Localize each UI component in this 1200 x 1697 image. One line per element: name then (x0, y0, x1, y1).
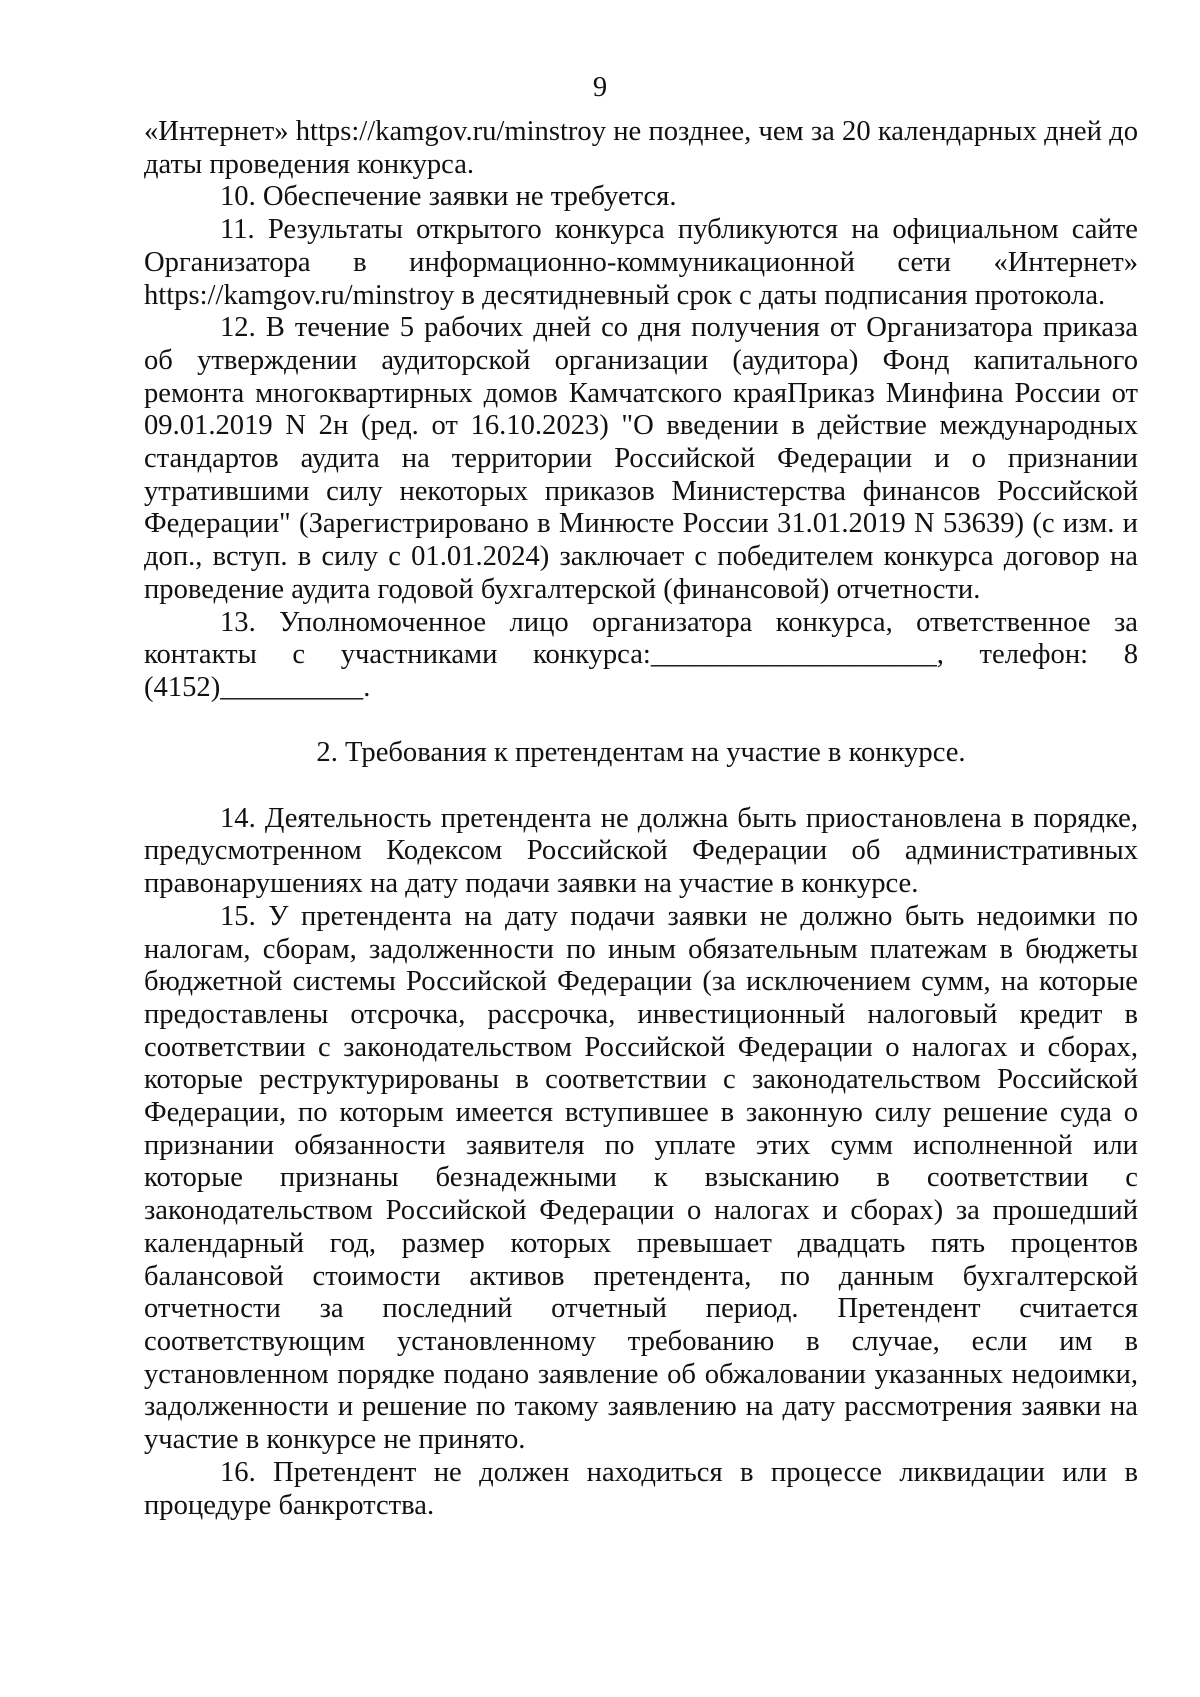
paragraph-15: 15. У претендента на дату подачи заявки не должно быть недоимки по налогам, сборам, задолженности по иным обязательным платежам в бюджеты бюджетной системы Российской Федерации (за исключением сумм, на которые предоставлены отсрочка, рассрочка, инвестиционный налоговый кредит в соответствии с законодательством Российской Федерации о налогах и сборах, которые реструктурированы в соответствии с законодательством Российской Федерации, по которым имеется вступившее в законную силу решение суда о признании обязанности заявителя по уплате этих сумм исполненной или которые признаны безнадежными к взысканию в соответствии с законодательством Российской Федерации о налогах и сборах) за прошедший календарный год, размер которых превышает двадцать пять процентов балансовой стоимости активов претендента, по данным бухгалтерской отчетности за последний отчетный период. Претендент считается соответствующим установленному требованию в случае, если им в установленном порядке подано заявление об обжаловании указанных недоимки, задолженности и решение по такому заявлению на дату рассмотрения заявки на участие в конкурсе не принято. (144, 900, 1138, 1456)
spacer (144, 705, 1138, 738)
spacer (144, 770, 1138, 803)
section-heading: 2. Требования к претендентам на участие в конкурсе. (316, 737, 966, 769)
paragraph-12: 12. В течение 5 рабочих дней со дня получения от Организатора приказа об утверждении аудиторской организации (аудитора) Фонд капитального ремонта многоквартирных домов Камчатского краяПриказ Минфина России от 09.01.2019 N 2н (ред. от 16.10.2023) "О введении в действие международных стандартов аудита на территории Российской Федерации и о признании утратившими силу некоторых приказов Министерства финансов Российской Федерации" (Зарегистрировано в Минюсте России 31.01.2019 N 53639) (с изм. и доп., вступ. в силу с 01.01.2024) заключает с победителем конкурса договор на проведение аудита годовой бухгалтерской (финансовой) отчетности. (144, 312, 1138, 605)
paragraph-16: 16. Претендент не должен находиться в процессе ликвидации или в процедуре банкротства. (144, 1456, 1138, 1521)
paragraph-11: 11. Результаты открытого конкурса публикуются на официальном сайте Организатора в информационно-коммуникационной сети «Интернет» https://kamgov.ru/minstroy в десятидневный срок с даты подписания протокола. (144, 214, 1138, 311)
paragraph-10: 10. Обеспечение заявки не требуется. (220, 181, 677, 213)
paragraph-13: 13. Уполномоченное лицо организатора конкурса, ответственное за контакты с участниками конкурса:____________________, телефон: 8 (4152)__________. (144, 606, 1138, 703)
document-body (144, 116, 1138, 1522)
paragraph-continuation: «Интернет» https://kamgov.ru/minstroy не позднее, чем за 20 календарных дней до даты проведения конкурса. (144, 116, 1138, 180)
page-number: 9 (592, 72, 608, 103)
paragraph-14: 14. Деятельность претендента не должна быть приостановлена в порядке, предусмотренном Кодексом Российской Федерации об административных правонарушениях на дату подачи заявки на участие в конкурсе. (144, 802, 1138, 900)
